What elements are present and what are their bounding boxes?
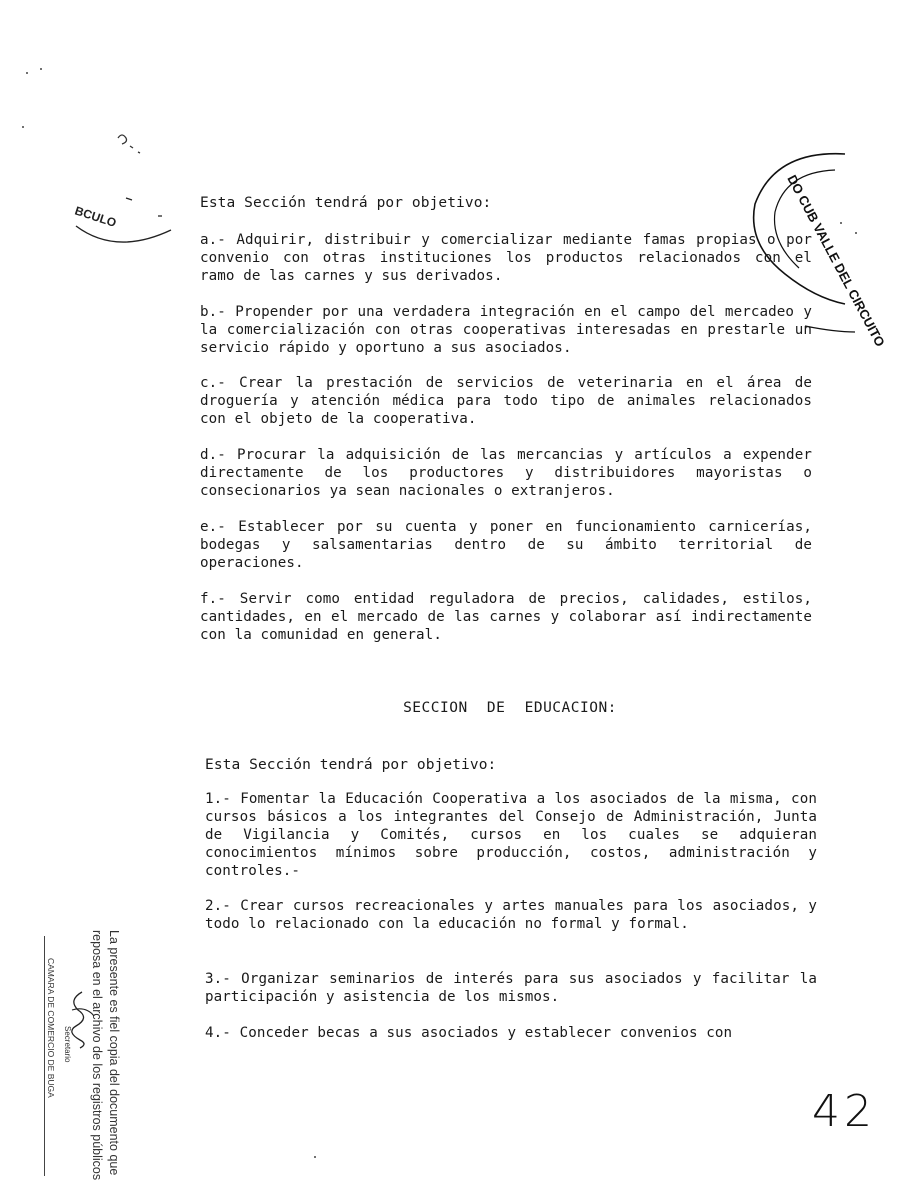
ink-mark [112, 128, 152, 158]
item-label: 3.- [205, 971, 231, 987]
scan-speck [26, 72, 28, 74]
page-number: 42 [812, 1086, 876, 1137]
scan-speck [314, 1156, 316, 1158]
objective-d [200, 446, 812, 500]
note-office: CAMARA DE COMERCIO DE BUGA [46, 958, 56, 1098]
item-text: Organizar seminarios de interés para sus asociados y facilitar la participación y asistencia de los mismos. [205, 971, 817, 1005]
partial-stamp-left [66, 186, 176, 256]
certification-note [20, 930, 120, 1180]
item-label: b.- [200, 304, 226, 320]
note-line-2: reposa en el archivo de los registros públicos [90, 930, 104, 1181]
note-role: Secretario [63, 1026, 72, 1063]
item-text: Crear cursos recreacionales y artes manuales para los asociados, y todo lo relacionado con la educación no formal y formal. [205, 898, 817, 932]
item-label: 1.- [205, 791, 231, 807]
section-heading: SECCION DE EDUCACION: [403, 700, 617, 716]
item-label: a.- [200, 232, 226, 248]
item-text: Procurar la adquisición de las mercancias y artículos a expender directamente de los productores y distribuidores mayoristas o consecionarios ya sean nacionales o extranjeros. [200, 447, 812, 499]
education-objective-2 [205, 897, 817, 933]
education-objective-3 [205, 970, 817, 1006]
education-objective-4 [205, 1024, 817, 1042]
scan-speck [40, 68, 42, 70]
item-text: Servir como entidad reguladora de precios, calidades, estilos, cantidades, en el mercado de las carnes y colaborar así indirectamente con la comunidad en general. [200, 591, 812, 643]
objective-a [200, 231, 812, 285]
item-label: d.- [200, 447, 226, 463]
stamp-right-text: DO CUB VALLE DEL CIRCUITO [784, 172, 888, 350]
objective-e [200, 518, 812, 572]
item-label: e.- [200, 519, 226, 535]
item-text: Propender por una verdadera integración en el campo del mercadeo y la comercialización con otras cooperativas interesadas en prestarle un servicio rápido y oportuno a sus asociados. [200, 304, 812, 356]
scan-speck [22, 126, 24, 128]
item-label: c.- [200, 375, 226, 391]
item-label: 4.- [205, 1025, 231, 1041]
note-line-1: La presente es fiel copia del documento que [107, 930, 121, 1176]
objective-c [200, 374, 812, 428]
item-text: Crear la prestación de servicios de veterinaria en el área de droguería y atención médica para todo tipo de animales relacionados con el objeto de la cooperativa. [200, 375, 812, 427]
education-objective-1 [205, 790, 817, 880]
objective-b [200, 303, 812, 357]
item-label: 2.- [205, 898, 231, 914]
item-label: f.- [200, 591, 226, 607]
item-text: Adquirir, distribuir y comercializar mediante famas propias o por convenio con otras instituciones los productos relacionados con el ramo de las carnes y sus derivados. [200, 232, 812, 284]
note-rule [44, 936, 45, 1176]
stamp-left-text: BCULO [73, 203, 118, 231]
item-text: Establecer por su cuenta y poner en funcionamiento carnicerías, bodegas y salsamentarias dentro de su ámbito territorial de operaciones. [200, 519, 812, 571]
intro-sentence-2: Esta Sección tendrá por objetivo: [205, 757, 497, 773]
intro-sentence-1: Esta Sección tendrá por objetivo: [200, 195, 492, 211]
objective-f [200, 590, 812, 644]
handwritten-signature [64, 990, 100, 1050]
item-text: Fomentar la Educación Cooperativa a los asociados de la misma, con cursos básicos a los integrantes del Consejo de Administración, Junta de Vigilancia y Comités, cursos en los cuales se adquieran conocimientos mínimos sobre producción, costos, administración y controles.- [205, 791, 817, 879]
item-text: Conceder becas a sus asociados y establecer convenios con [239, 1025, 733, 1041]
